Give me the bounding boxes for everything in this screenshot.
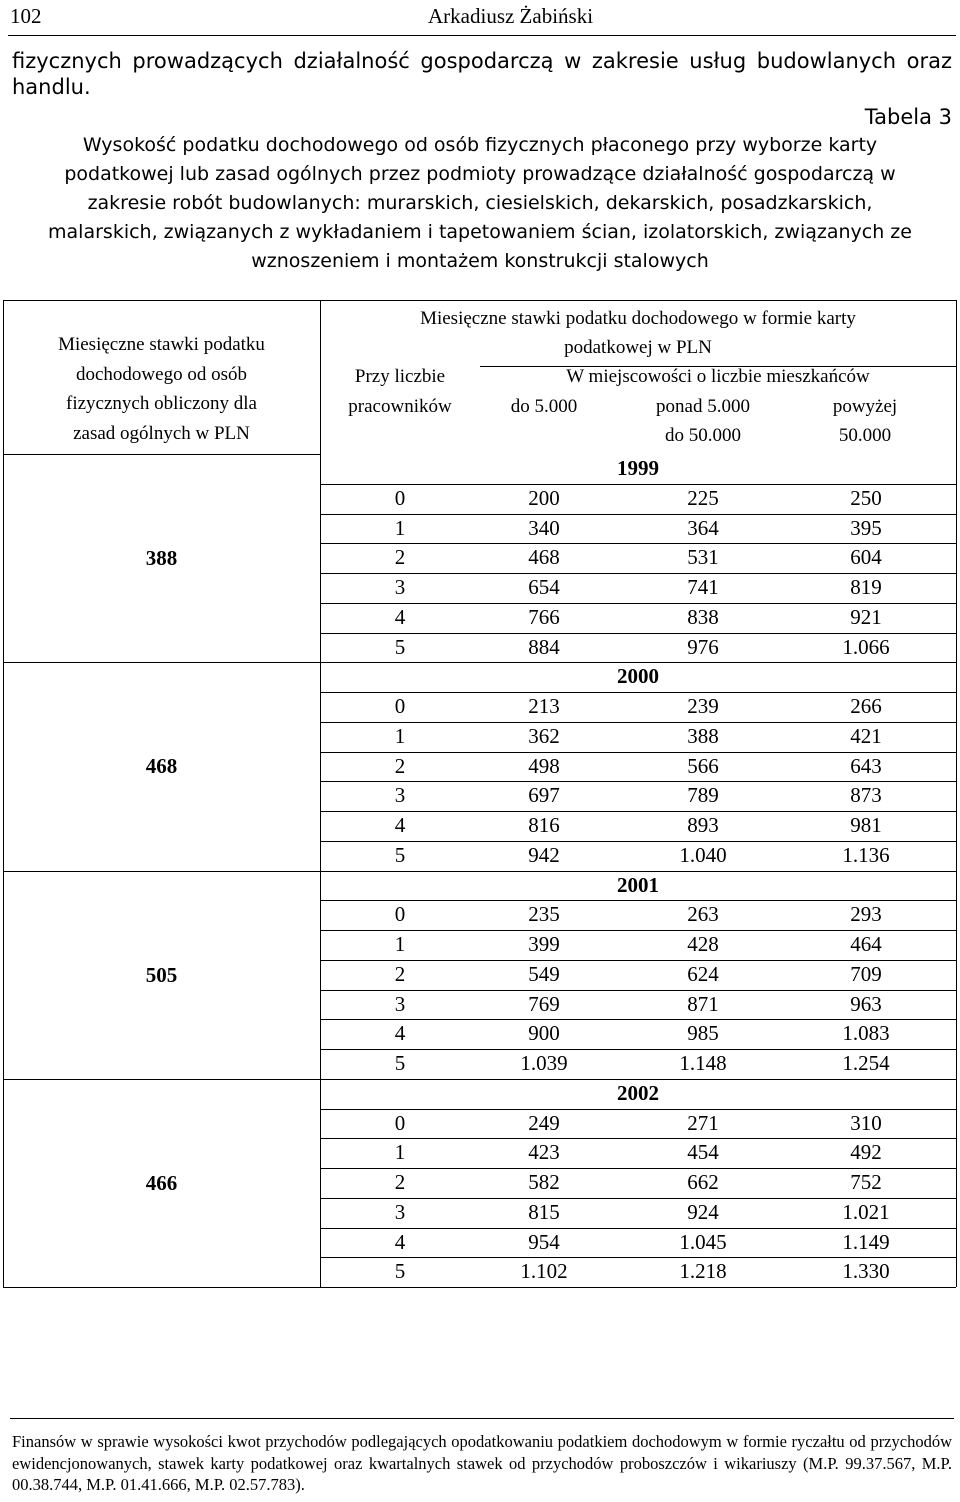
table-rule [3, 662, 320, 663]
table-rule [320, 900, 956, 901]
caption-line: zakresie robót budowlanych: murarskich, ciesielskich, dekarskich, posadzkarskich, [87, 192, 873, 214]
rate-cell: 225 [687, 485, 719, 510]
employees-cell: 2 [394, 545, 406, 570]
intro-line-2: handlu. [12, 75, 91, 99]
page-number: 102 [10, 4, 42, 28]
table-rule [320, 484, 956, 485]
rate-cell: 310 [850, 1110, 882, 1135]
employees-cell: 3 [394, 1199, 406, 1224]
locality-header: W miejscowości o liczbie mieszkańców [566, 366, 870, 387]
rate-cell: 340 [528, 515, 560, 540]
employees-cell: 1 [394, 723, 406, 748]
rate-cell: 428 [687, 932, 719, 956]
rate-cell: 1.136 [842, 842, 890, 867]
rate-cell: 954 [528, 1229, 560, 1254]
employees-cell: 5 [394, 1051, 406, 1075]
rate-cell: 604 [850, 545, 882, 570]
table-rule [320, 871, 956, 872]
rate-cell: 643 [850, 753, 882, 778]
rate-cell: 1.040 [679, 842, 727, 867]
rate-cell: 752 [850, 1170, 882, 1194]
employees-cell: 0 [394, 485, 406, 510]
col-header-5000-50000: ponad 5.000 [656, 396, 750, 417]
rate-cell: 884 [528, 634, 560, 659]
general-rate: 505 [145, 962, 178, 987]
rate-cell: 662 [687, 1170, 719, 1194]
rate-cell: 1.148 [679, 1051, 727, 1075]
table-rule [320, 811, 956, 812]
table-rule [320, 1109, 956, 1110]
table-rule [320, 960, 956, 961]
table-rule [320, 752, 956, 753]
top-header-line: podatkowej w PLN [564, 337, 712, 358]
table-rule [320, 841, 956, 842]
caption-line: podatkowej lub zasad ogólnych przez podmioty prowadzące działalność gospodarczą w [64, 163, 896, 185]
rate-cell: 741 [687, 575, 719, 599]
caption-line: Wysokość podatku dochodowego od osób fizycznych płaconego przy wyborze karty [82, 134, 878, 156]
employees-cell: 4 [394, 1229, 406, 1254]
table-rule [320, 781, 956, 782]
year-label: 2002 [617, 1080, 659, 1105]
employees-header-line: Przy liczbie [354, 366, 446, 387]
rate-cell: 815 [528, 1199, 560, 1224]
rate-cell: 249 [528, 1110, 560, 1135]
rate-cell: 399 [528, 932, 560, 956]
rate-cell: 464 [850, 932, 882, 956]
rate-cell: 816 [528, 813, 560, 837]
rate-cell: 654 [528, 575, 560, 599]
table-rule [320, 990, 956, 991]
rate-cell: 271 [687, 1110, 719, 1135]
table-rule [320, 1287, 956, 1288]
rate-cell: 1.102 [520, 1259, 568, 1284]
rate-cell: 624 [687, 961, 719, 986]
table-rule [320, 1019, 956, 1020]
running-head-author: Arkadiusz Żabiński [428, 4, 594, 28]
employees-cell: 1 [394, 932, 406, 956]
rate-cell: 1.021 [842, 1199, 890, 1224]
rate-cell: 263 [687, 902, 719, 927]
rate-cell: 549 [528, 961, 560, 986]
employees-cell: 0 [394, 694, 406, 718]
left-header-line: zasad ogólnych w PLN [73, 422, 250, 444]
employees-header-line: pracowników [348, 396, 452, 417]
rate-cell: 942 [528, 842, 560, 867]
rate-cell: 921 [850, 604, 882, 629]
footnote-rule [10, 1418, 954, 1419]
table-label: Tabela 3 [864, 105, 952, 129]
rate-cell: 871 [687, 991, 719, 1016]
table-rule [320, 1079, 956, 1080]
employees-cell: 3 [394, 575, 406, 599]
table-rule [320, 300, 321, 1287]
rate-cell: 468 [528, 545, 560, 570]
rate-cell: 213 [528, 694, 560, 718]
rate-cell: 388 [687, 723, 719, 748]
table-rule [320, 1138, 956, 1139]
rate-cell: 976 [687, 634, 719, 659]
rate-cell: 364 [687, 515, 719, 540]
rate-cell: 1.039 [520, 1051, 568, 1075]
rate-cell: 766 [528, 604, 560, 629]
col-header-over-50000: 50.000 [838, 425, 892, 446]
employees-cell: 3 [394, 991, 406, 1016]
general-rate: 388 [145, 546, 178, 571]
employees-cell: 5 [394, 842, 406, 867]
rate-cell: 421 [850, 723, 882, 748]
table-rule [480, 366, 956, 367]
rate-cell: 769 [528, 991, 560, 1016]
employees-cell: 0 [394, 1110, 406, 1135]
top-header-line: Miesięczne stawki podatku dochodowego w formie karty [420, 308, 856, 329]
rate-cell: 266 [850, 694, 882, 718]
employees-cell: 3 [394, 783, 406, 808]
table-rule [320, 1257, 956, 1258]
table-rule [3, 300, 956, 301]
footnote: Finansów w sprawie wysokości kwot przychodów podlegających opodatkowaniu podatkiem dochodowym w formie ryczałtu od przychodów ewidencjonowanych, stawek karty podatkowej oraz kwartalnych stawek od przychodów proboszczów i wikariuszy (M.P. 99.37.567, M.P. 00.38.744, M.P. 01.41.666, M.P. 02.57.783). [12, 1432, 952, 1494]
employees-cell: 5 [394, 1259, 406, 1284]
rate-cell: 873 [850, 783, 882, 808]
table-rule [320, 692, 956, 693]
rate-cell: 838 [687, 604, 719, 629]
employees-cell: 2 [394, 753, 406, 778]
table-rule [3, 1079, 320, 1080]
employees-cell: 4 [394, 813, 406, 837]
caption-line: malarskich, związanych z wykładaniem i tapetowaniem ścian, izolatorskich, związanych ze [48, 221, 912, 243]
rate-cell: 981 [850, 813, 882, 837]
rate-cell: 250 [850, 485, 882, 510]
table-rule [320, 722, 956, 723]
rate-cell: 423 [528, 1140, 560, 1165]
rate-cell: 819 [850, 575, 882, 599]
table-rule [320, 1198, 956, 1199]
rate-cell: 697 [528, 783, 560, 808]
left-header-line: fizycznych obliczony dla [66, 393, 257, 414]
employees-cell: 4 [394, 1021, 406, 1046]
rate-cell: 239 [687, 694, 719, 718]
rate-cell: 200 [528, 485, 560, 510]
table-rule [320, 633, 956, 634]
rate-cell: 924 [687, 1199, 719, 1224]
table-rule [320, 1228, 956, 1229]
rate-cell: 985 [687, 1021, 719, 1046]
table-rule [956, 300, 957, 1287]
rate-cell: 531 [687, 545, 719, 570]
intro-line-1: fizycznych prowadzących działalność gospodarczą w zakresie usług budowlanych oraz [12, 49, 952, 73]
rate-cell: 582 [528, 1170, 560, 1194]
table-rule [3, 300, 4, 1287]
table-rule [320, 930, 956, 931]
table-rule [3, 871, 320, 872]
table-rule [320, 573, 956, 574]
rate-cell: 566 [687, 753, 719, 778]
employees-cell: 5 [394, 634, 406, 659]
table-rule [3, 454, 320, 455]
rate-cell: 893 [687, 813, 719, 837]
table-rule [320, 603, 956, 604]
year-label: 2000 [617, 664, 659, 689]
employees-cell: 0 [394, 902, 406, 927]
employees-cell: 1 [394, 1140, 406, 1165]
rate-cell: 235 [528, 902, 560, 927]
rate-cell: 1.218 [679, 1259, 727, 1284]
rate-cell: 498 [528, 753, 560, 778]
rate-cell: 395 [850, 515, 882, 540]
rate-cell: 900 [528, 1021, 560, 1046]
table-rule [3, 1287, 320, 1288]
table-rule [320, 514, 956, 515]
rate-cell: 492 [850, 1140, 882, 1165]
caption-line: wznoszeniem i montażem konstrukcji stalowych [251, 250, 709, 272]
rate-cell: 1.066 [842, 634, 890, 659]
rate-cell: 293 [850, 902, 882, 927]
table-rule [320, 1168, 956, 1169]
rate-cell: 789 [687, 783, 719, 808]
rate-cell: 362 [528, 723, 560, 748]
col-header-over-50000: powyżej [832, 396, 898, 417]
employees-cell: 2 [394, 1170, 406, 1194]
year-label: 2001 [617, 872, 659, 897]
employees-cell: 4 [394, 604, 406, 629]
table-rule [320, 662, 956, 663]
left-header-line: Miesięczne stawki podatku [58, 334, 265, 355]
employees-cell: 2 [394, 961, 406, 986]
rate-cell: 1.330 [842, 1259, 890, 1284]
general-rate: 468 [145, 754, 178, 779]
table-rule [320, 543, 956, 544]
table-rule [320, 1049, 956, 1050]
rate-cell: 963 [850, 991, 882, 1016]
col-header-up-to-5000: do 5.000 [510, 396, 578, 417]
rate-cell: 1.045 [679, 1229, 727, 1254]
employees-cell: 1 [394, 515, 406, 540]
rate-cell: 1.083 [842, 1021, 890, 1046]
rate-cell: 709 [850, 961, 882, 986]
general-rate: 466 [145, 1170, 178, 1195]
year-label: 1999 [617, 456, 659, 480]
rate-cell: 1.254 [842, 1051, 890, 1075]
rate-cell: 1.149 [842, 1229, 890, 1254]
header-rule [8, 35, 956, 36]
left-header-line: dochodowego od osób [76, 363, 247, 385]
rate-cell: 454 [687, 1140, 719, 1165]
col-header-5000-50000: do 50.000 [665, 425, 741, 446]
